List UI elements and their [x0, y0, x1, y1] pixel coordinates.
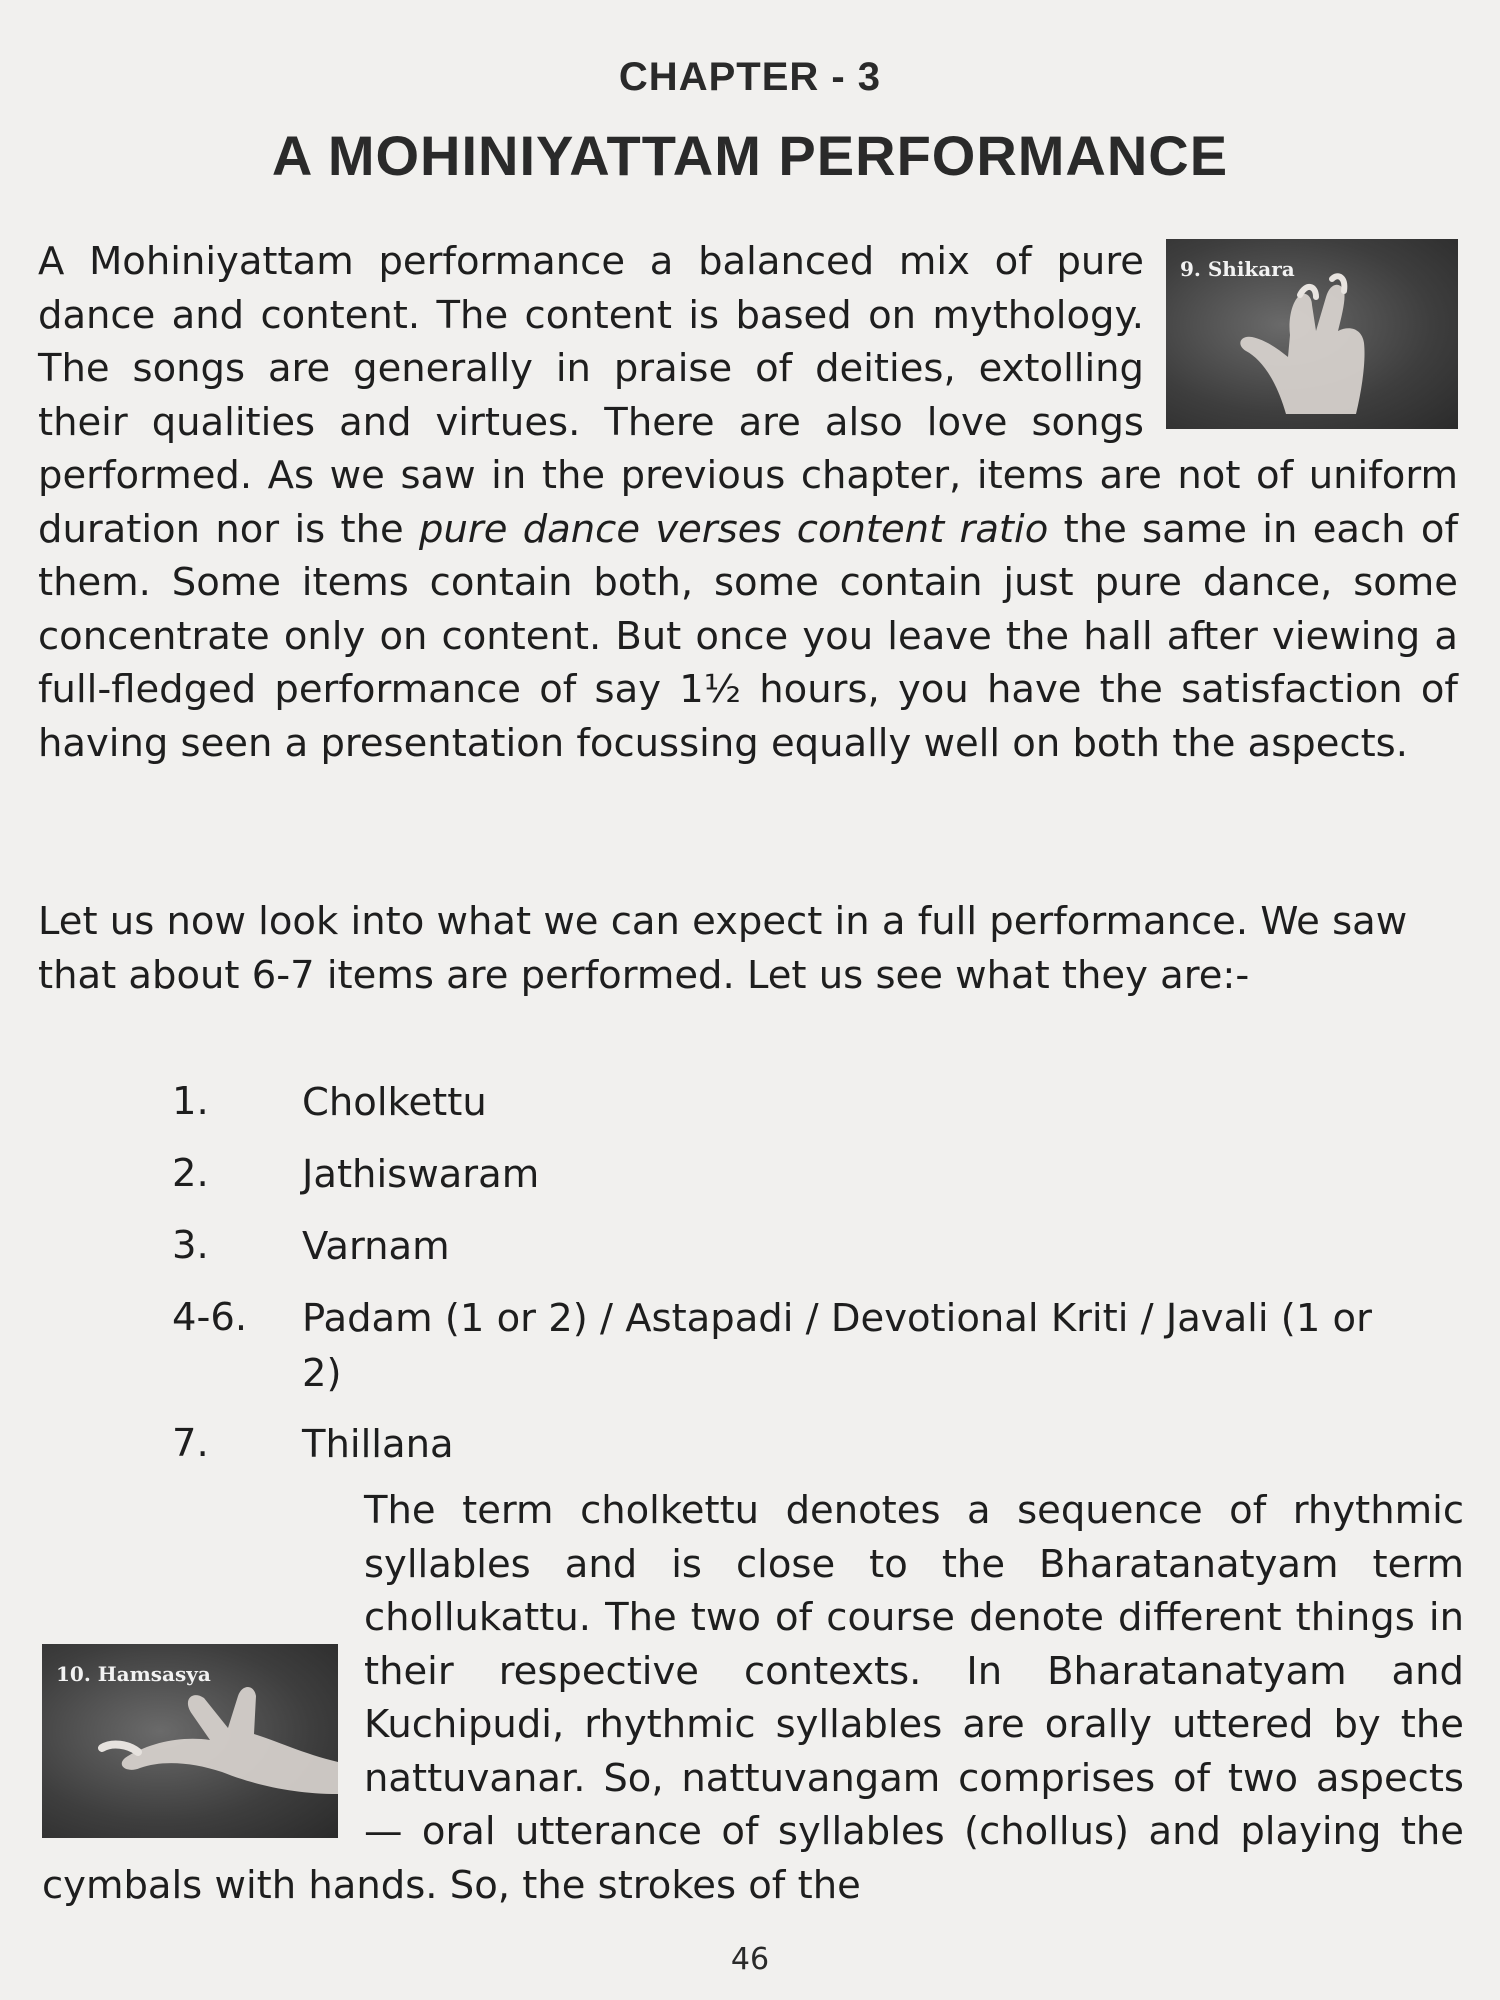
italic-phrase: pure dance verses content ratio	[419, 506, 1049, 552]
list-item-label: Cholkettu	[302, 1080, 487, 1125]
figure-caption: 9. Shikara	[1180, 257, 1295, 281]
figure-hamsasya	[42, 1644, 338, 1838]
chapter-label: CHAPTER - 3	[618, 55, 882, 99]
list-item-label: Jathiswaram	[302, 1152, 540, 1197]
list-item-number: 3.	[172, 1223, 209, 1268]
paragraph-list-intro: Let us now look into what we can expect in a full performance. We saw that about 6-7 items are performed. Let us see what they are:-	[38, 899, 1408, 998]
list-item-number: 2.	[172, 1151, 209, 1196]
paragraph-cholkettu	[42, 1484, 1464, 1912]
paragraph-intro	[38, 235, 1458, 770]
figure-shikara	[1166, 239, 1458, 429]
list-item-label: Varnam	[302, 1224, 450, 1269]
paragraph-text: The term cholkettu denotes a sequence of rhythmic syllables and is close to the Bharatanatyam term chollukattu. The two of course denote different things in their respective contexts. In Bharatanatyam and Kuchipudi, rhythmic syllables are orally uttered by the nattuvanar. So, nattuvangam comprises of two aspects — oral utterance of syllables (chollus) and playing the cymbals with hands. So, the strokes of the	[42, 1488, 1464, 1908]
list-item-number: 1.	[172, 1079, 209, 1124]
chapter-title: A MOHINIYATTAM PERFORMANCE	[271, 124, 1229, 187]
paragraph-text: A Mohiniyattam performance a balanced mix of pure dance and content. The content is based on mythology. The songs are generally in praise of deities, extolling their qualities and virtues. There are also love songs performed. As we saw in the previous chapter, items are not of uniform duration nor is the	[38, 239, 1458, 552]
list-item-number: 7.	[172, 1421, 209, 1466]
list-item-label: Padam (1 or 2) / Astapadi / Devotional Kriti / Javali (1 or 2)	[302, 1296, 1372, 1396]
page-number: 46	[730, 1942, 770, 1977]
list-item-label: Thillana	[302, 1422, 454, 1467]
list-item-number: 4-6.	[172, 1295, 248, 1340]
paragraph-text: the same in each of them. Some items contain both, some contain just pure dance, some concentrate only on content. But once you leave the hall after viewing a full-fledged performance of say 1½ hours, you have the satisfaction of having seen a presentation focussing equally well on both the aspects.	[38, 506, 1458, 766]
figure-caption: 10. Hamsasya	[56, 1662, 211, 1686]
